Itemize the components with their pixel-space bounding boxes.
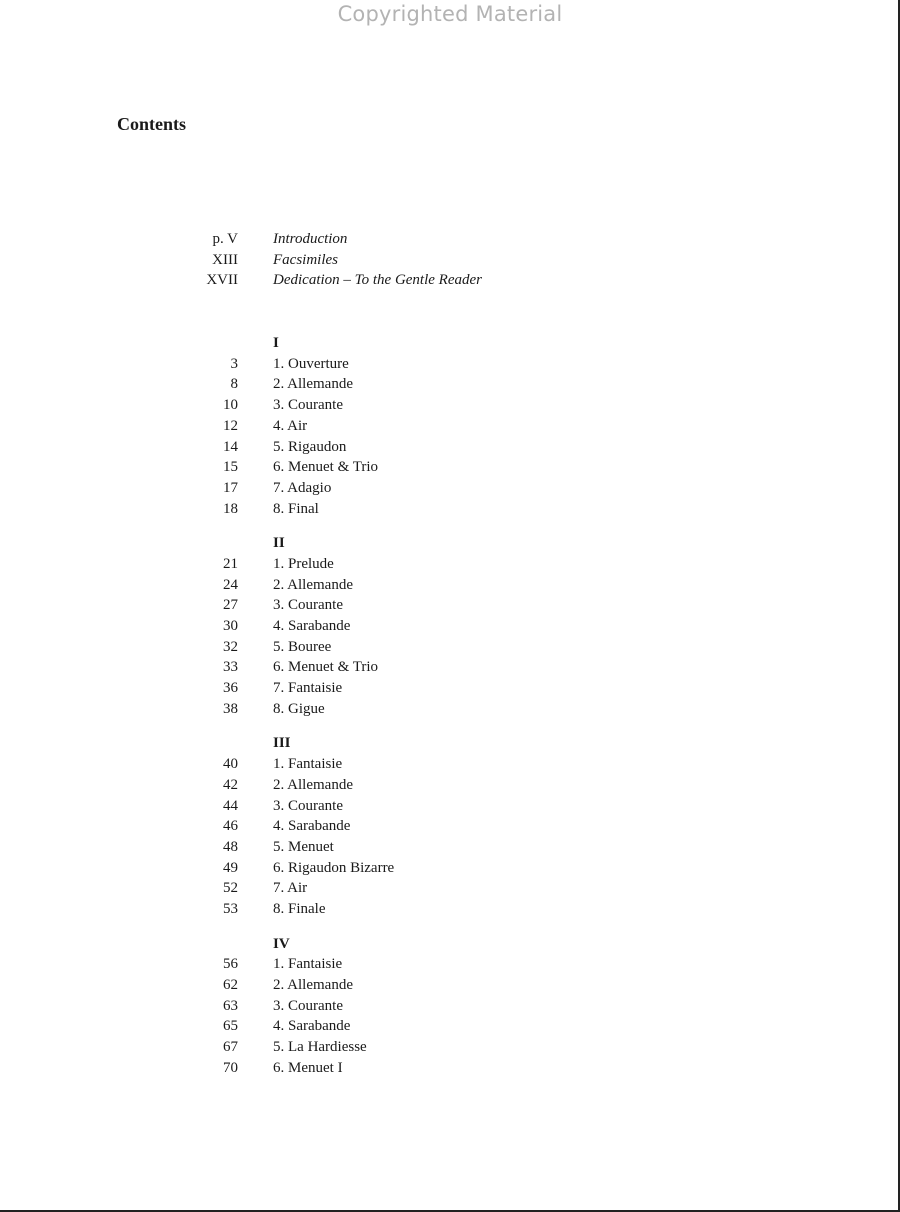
toc-entry[interactable] bbox=[0, 699, 900, 720]
toc-entry-title: 3. Courante bbox=[273, 397, 343, 414]
toc-page-number: 27 bbox=[223, 597, 238, 614]
toc-entry[interactable] bbox=[0, 837, 900, 858]
toc-entry-title: 6. Rigaudon Bizarre bbox=[273, 859, 395, 876]
toc-entry-title: 4. Sarabande bbox=[273, 1018, 351, 1035]
section-spacer bbox=[0, 920, 900, 934]
toc-page-number: 17 bbox=[223, 479, 238, 496]
toc-entry-title: 2. Allemande bbox=[273, 576, 353, 593]
toc-entry[interactable] bbox=[0, 775, 900, 796]
toc-page-number: 49 bbox=[223, 859, 238, 876]
toc-page-number: 38 bbox=[223, 700, 238, 717]
toc-entry-title: 4. Air bbox=[273, 417, 308, 434]
toc-page-number: 12 bbox=[223, 417, 238, 434]
section-heading bbox=[0, 733, 900, 754]
toc-entry[interactable] bbox=[0, 499, 900, 520]
section-heading bbox=[0, 533, 900, 554]
toc-entry-title: 5. Bouree bbox=[273, 638, 332, 655]
toc-entry-title: 8. Gigue bbox=[273, 700, 325, 717]
toc-entry[interactable] bbox=[0, 899, 900, 920]
toc-entry-title: 3. Courante bbox=[273, 997, 343, 1014]
toc-entry[interactable] bbox=[0, 1037, 900, 1058]
toc-entry[interactable] bbox=[0, 395, 900, 416]
toc-entry-title: 3. Courante bbox=[273, 597, 343, 614]
toc-entry[interactable] bbox=[0, 457, 900, 478]
toc-entry-title: 2. Allemande bbox=[273, 776, 353, 793]
toc-page-number: 62 bbox=[223, 977, 238, 993]
toc-entry[interactable] bbox=[0, 616, 900, 637]
toc-entry-title: 1. Fantaisie bbox=[273, 956, 343, 973]
toc-entry-title: 1. Fantaisie bbox=[273, 756, 343, 773]
toc-page-number: 70 bbox=[223, 1059, 238, 1076]
toc-page-number: 32 bbox=[223, 638, 238, 655]
toc-entry-title: 2. Allemande bbox=[273, 977, 353, 993]
toc-entry[interactable] bbox=[0, 858, 900, 879]
section-numeral: II bbox=[273, 535, 285, 552]
section-numeral: IV bbox=[273, 935, 290, 952]
toc-entry[interactable] bbox=[0, 754, 900, 775]
toc-entry[interactable] bbox=[0, 250, 900, 271]
toc-entry-title: 7. Air bbox=[273, 880, 308, 897]
section-spacer bbox=[0, 519, 900, 533]
toc-entry[interactable] bbox=[0, 816, 900, 837]
toc-entry[interactable] bbox=[0, 437, 900, 458]
toc-page-number: 3 bbox=[230, 355, 238, 372]
toc-entry[interactable] bbox=[0, 796, 900, 817]
toc-page-number: 53 bbox=[223, 900, 238, 917]
toc-entry[interactable] bbox=[0, 554, 900, 575]
toc-entry-title: 4. Sarabande bbox=[273, 818, 351, 835]
toc-entry[interactable] bbox=[0, 575, 900, 596]
toc-page-number: 67 bbox=[223, 1039, 238, 1056]
toc-page-number: XIII bbox=[212, 251, 238, 268]
section-numeral: III bbox=[273, 735, 291, 752]
toc-page-number: 65 bbox=[223, 1018, 238, 1035]
toc-entry[interactable] bbox=[0, 1058, 900, 1079]
toc-entry[interactable] bbox=[0, 954, 900, 975]
toc-page-number: 36 bbox=[223, 680, 238, 697]
toc-entry-title: 2. Allemande bbox=[273, 376, 353, 393]
toc-entry-title: 5. Rigaudon bbox=[273, 438, 347, 455]
toc-entry[interactable] bbox=[0, 878, 900, 899]
toc-entry[interactable] bbox=[0, 478, 900, 499]
toc-entry[interactable] bbox=[0, 229, 900, 250]
toc-page-number: 44 bbox=[223, 797, 238, 814]
toc-entry[interactable] bbox=[0, 416, 900, 437]
toc-entry[interactable] bbox=[0, 270, 900, 291]
toc-entry[interactable] bbox=[0, 1016, 900, 1037]
toc-page-number: 52 bbox=[223, 880, 238, 897]
toc-entry-title: 7. Adagio bbox=[273, 479, 332, 496]
toc-page-number: 46 bbox=[223, 818, 238, 835]
toc-entry[interactable] bbox=[0, 996, 900, 1017]
toc-entry-title: 5. La Hardiesse bbox=[273, 1039, 367, 1056]
toc-page-number: 15 bbox=[223, 459, 238, 476]
toc-entry-title: Facsimiles bbox=[273, 251, 338, 268]
section-numeral: I bbox=[273, 335, 279, 352]
toc-page-number: 56 bbox=[223, 956, 238, 973]
toc-entry[interactable] bbox=[0, 975, 900, 996]
toc-entry[interactable] bbox=[0, 595, 900, 616]
toc-entry-title: 3. Courante bbox=[273, 797, 343, 814]
toc-entry-title: 6. Menuet I bbox=[273, 1059, 343, 1076]
toc-entry-title: 1. Prelude bbox=[273, 555, 334, 572]
toc-entry-title: 8. Final bbox=[273, 500, 319, 517]
toc-entry-title: 8. Finale bbox=[273, 900, 326, 917]
toc-entry-title: 6. Menuet & Trio bbox=[273, 659, 379, 676]
toc-entry[interactable] bbox=[0, 354, 900, 375]
toc-page-number: 40 bbox=[223, 756, 238, 773]
toc-entry-title: 1. Ouverture bbox=[273, 355, 349, 372]
section-heading bbox=[0, 333, 900, 354]
toc-page-number: 24 bbox=[223, 576, 238, 593]
toc-entry[interactable] bbox=[0, 657, 900, 678]
toc-entry-title: 6. Menuet & Trio bbox=[273, 459, 379, 476]
toc-entry-title: Introduction bbox=[273, 231, 348, 247]
table-of-contents bbox=[0, 229, 900, 1078]
section-spacer bbox=[0, 291, 900, 333]
toc-entry-title: 4. Sarabande bbox=[273, 618, 351, 634]
toc-page-number: XVII bbox=[206, 272, 238, 289]
toc-page-number: 8 bbox=[230, 376, 238, 393]
copyright-watermark: Copyrighted Material bbox=[337, 2, 563, 26]
toc-page-number: 33 bbox=[223, 659, 238, 676]
section-heading bbox=[0, 934, 900, 955]
contents-heading: Contents bbox=[117, 114, 187, 134]
toc-page-number: 14 bbox=[223, 438, 238, 455]
toc-page-number: 21 bbox=[223, 555, 238, 572]
toc-entry[interactable] bbox=[0, 678, 900, 699]
toc-entry-title: Dedication – To the Gentle Reader bbox=[273, 272, 482, 289]
toc-entry[interactable] bbox=[0, 637, 900, 658]
toc-page-number: 18 bbox=[223, 500, 238, 517]
toc-entry-title: 7. Fantaisie bbox=[273, 680, 343, 697]
toc-page-number: 63 bbox=[223, 997, 238, 1014]
toc-entry[interactable] bbox=[0, 374, 900, 395]
toc-page-number: 10 bbox=[223, 397, 238, 414]
section-spacer bbox=[0, 719, 900, 733]
toc-page-number: 42 bbox=[223, 776, 238, 793]
toc-entry-title: 5. Menuet bbox=[273, 838, 334, 855]
toc-page-number: p. V bbox=[212, 231, 238, 247]
toc-page-number: 48 bbox=[223, 838, 238, 855]
toc-page-number: 30 bbox=[223, 618, 238, 634]
